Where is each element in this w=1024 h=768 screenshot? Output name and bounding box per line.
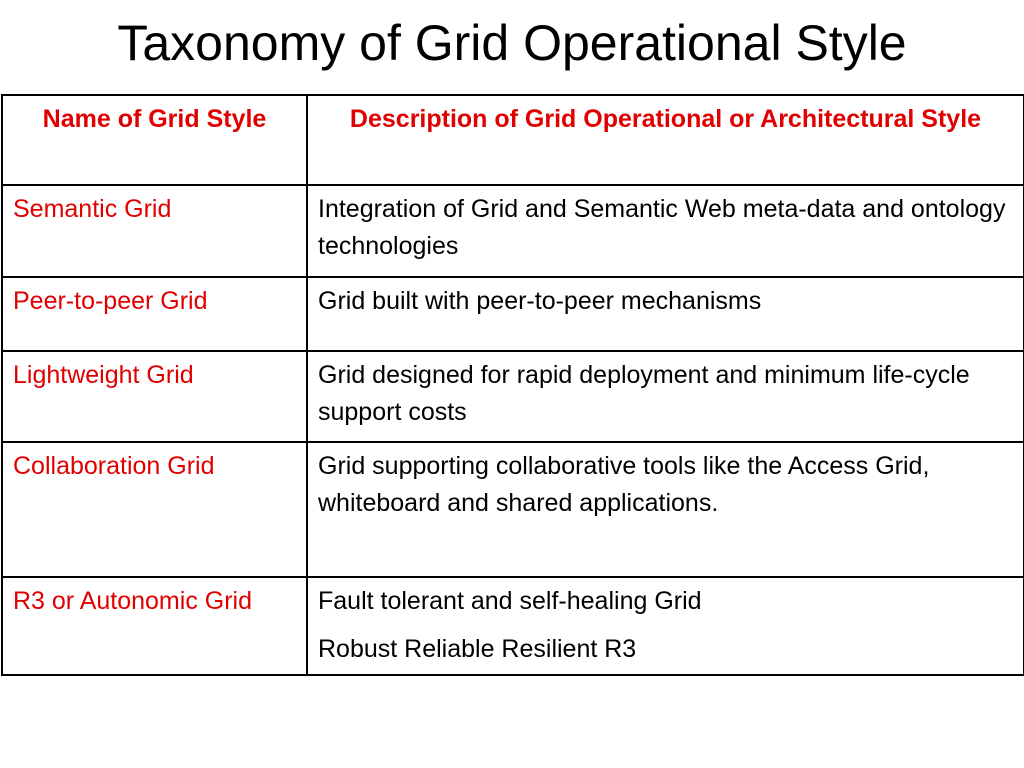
table-row <box>2 277 1024 351</box>
grid-style-description <box>307 577 1024 675</box>
grid-style-name: Lightweight Grid <box>2 351 307 442</box>
grid-style-table <box>1 94 1024 676</box>
table-header-row <box>2 95 1024 185</box>
grid-style-name: Peer-to-peer Grid <box>2 277 307 351</box>
description-line: Integration of Grid and Semantic Web meta-data and ontology technologies <box>318 195 1006 260</box>
description-line: Grid designed for rapid deployment and minimum life-cycle support costs <box>318 361 970 426</box>
description-line: Fault tolerant and self-healing Grid <box>318 587 702 615</box>
header-description: Description of Grid Operational or Architectural Style <box>307 95 1024 185</box>
table-row <box>2 185 1024 277</box>
grid-style-name: Collaboration Grid <box>2 442 307 577</box>
table-row <box>2 442 1024 577</box>
grid-style-description <box>307 442 1024 577</box>
table-row <box>2 577 1024 675</box>
grid-style-description <box>307 277 1024 351</box>
slide-title: Taxonomy of Grid Operational Style <box>117 15 907 71</box>
grid-style-name: R3 or Autonomic Grid <box>2 577 307 675</box>
header-name-of-grid-style: Name of Grid Style <box>2 95 307 185</box>
grid-style-name: Semantic Grid <box>2 185 307 277</box>
table-row <box>2 351 1024 442</box>
grid-style-description <box>307 351 1024 442</box>
grid-style-description <box>307 185 1024 277</box>
description-line: Robust Reliable Resilient R3 <box>318 635 637 663</box>
description-line: Grid built with peer-to-peer mechanisms <box>318 287 762 315</box>
description-line: Grid supporting collaborative tools like the Access Grid, whiteboard and shared applications. <box>318 452 930 517</box>
